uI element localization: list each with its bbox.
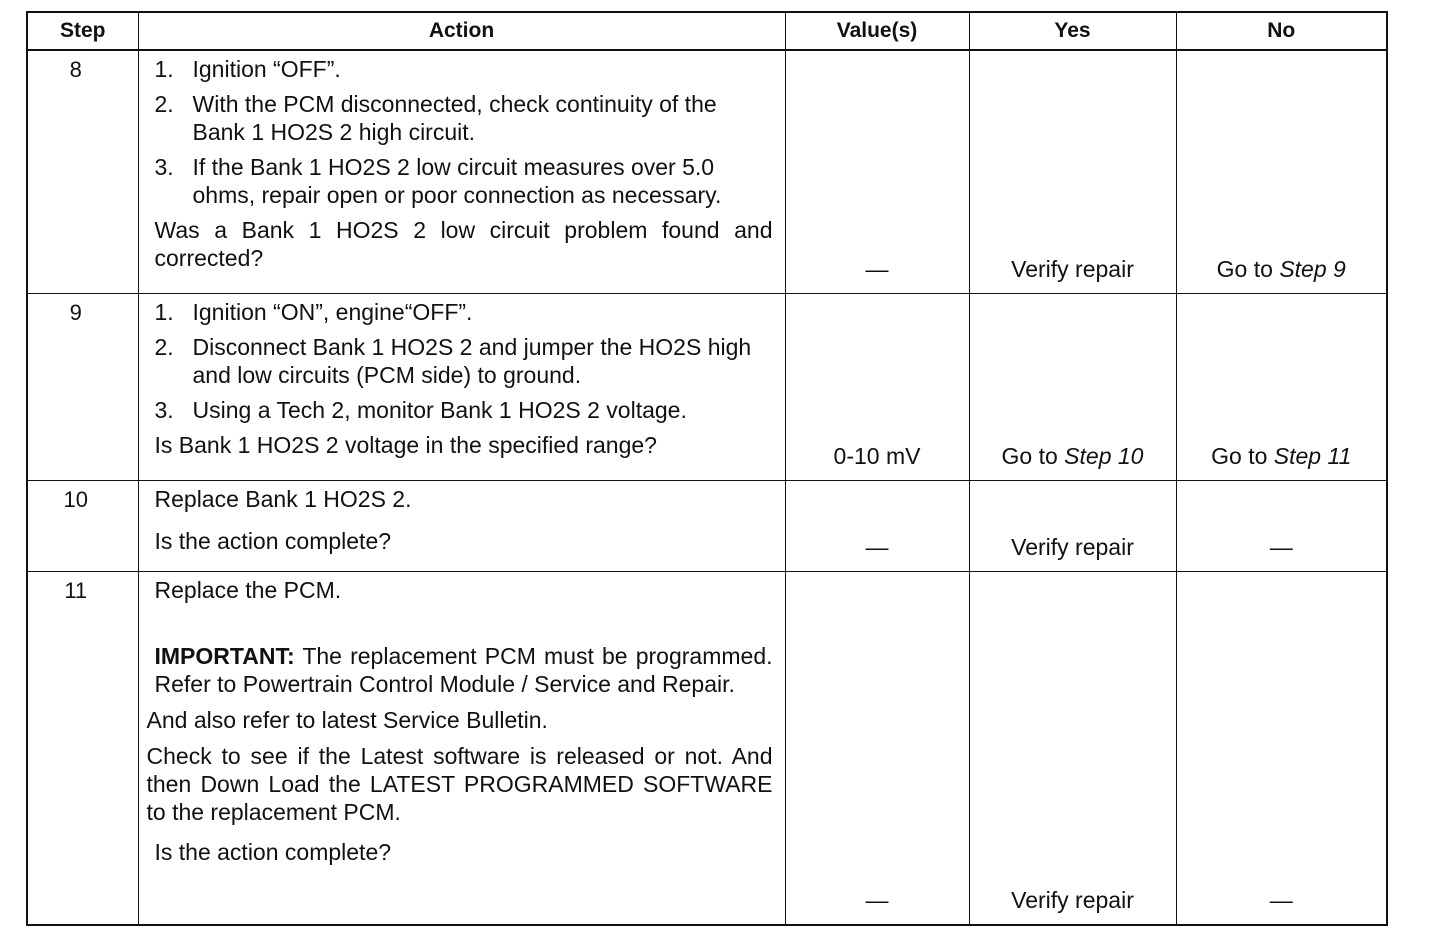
- action-question: Is Bank 1 HO2S 2 voltage in the specified range?: [154, 432, 657, 458]
- table-row: [27, 294, 1387, 481]
- no-prefix: Go to: [1216, 256, 1280, 282]
- no-cell: —: [1176, 481, 1387, 572]
- header-row: [27, 12, 1387, 50]
- important-note: [155, 642, 773, 698]
- yes-cell: Verify repair: [969, 50, 1176, 294]
- value-cell: —: [785, 572, 969, 926]
- no-prefix: Go to: [1211, 443, 1274, 469]
- software-note: Check to see if the Latest software is released or not. And then Down Load the LATEST PROGRAMMED SOFTWARE to the replacement PCM.: [146, 743, 773, 825]
- important-text: The replacement PCM must be programmed. Refer to Powertrain Control Module / Service and Repair.: [154, 643, 773, 697]
- step-number: 10: [27, 481, 138, 572]
- step-index: 1.: [154, 56, 174, 82]
- action-question: Was a Bank 1 HO2S 2 low circuit problem found and corrected?: [154, 217, 773, 271]
- table-row: [27, 572, 1387, 926]
- no-step-ref: Step 9: [1279, 256, 1346, 282]
- step-text: Ignition “ON”, engine“OFF”.: [192, 299, 473, 325]
- diagnostic-table: [26, 11, 1388, 926]
- action-step: [155, 333, 773, 389]
- yes-prefix: Go to: [1001, 443, 1065, 469]
- action-steps: [155, 55, 773, 209]
- step-index: 3.: [154, 397, 174, 423]
- table-row: [27, 481, 1387, 572]
- step-text: Ignition “OFF”.: [192, 56, 341, 82]
- table-row: [27, 50, 1387, 294]
- step-index: 2.: [154, 91, 174, 117]
- yes-cell: Verify repair: [969, 572, 1176, 926]
- action-step: [155, 396, 773, 424]
- header-no: No: [1176, 12, 1387, 50]
- action-cell: [138, 50, 785, 294]
- action-cell: [138, 481, 785, 572]
- step-text: If the Bank 1 HO2S 2 low circuit measures over 5.0 ohms, repair open or poor connection as necessary.: [192, 154, 722, 208]
- step-number: 9: [27, 294, 138, 481]
- action-step: [155, 90, 773, 146]
- action-question: Is the action complete?: [154, 839, 392, 865]
- header-yes: Yes: [969, 12, 1176, 50]
- action-steps: [155, 298, 773, 424]
- no-cell: [1176, 50, 1387, 294]
- important-label: IMPORTANT:: [154, 643, 295, 669]
- action-question: Is the action complete?: [154, 528, 392, 554]
- action-cell: [138, 572, 785, 926]
- action-step: [155, 153, 773, 209]
- step-index: 3.: [154, 154, 174, 180]
- action-text: Replace Bank 1 HO2S 2.: [154, 486, 412, 512]
- step-text: With the PCM disconnected, check continuity of the Bank 1 HO2S 2 high circuit.: [192, 91, 717, 145]
- action-text: Replace the PCM.: [154, 577, 342, 603]
- header-values: Value(s): [785, 12, 969, 50]
- step-index: 2.: [154, 334, 174, 360]
- value-cell: —: [785, 50, 969, 294]
- step-number: 11: [27, 572, 138, 926]
- action-step: [155, 55, 773, 83]
- no-step-ref: Step 11: [1273, 443, 1352, 469]
- step-text: Disconnect Bank 1 HO2S 2 and jumper the HO2S high and low circuits (PCM side) to ground.: [192, 334, 752, 388]
- step-text: Using a Tech 2, monitor Bank 1 HO2S 2 voltage.: [192, 397, 687, 423]
- no-cell: [1176, 294, 1387, 481]
- header-action: Action: [138, 12, 785, 50]
- step-index: 1.: [154, 299, 174, 325]
- no-cell: —: [1176, 572, 1387, 926]
- yes-cell: Verify repair: [969, 481, 1176, 572]
- yes-step-ref: Step 10: [1064, 443, 1144, 469]
- action-step: [155, 298, 773, 326]
- yes-cell: [969, 294, 1176, 481]
- value-cell: —: [785, 481, 969, 572]
- step-number: 8: [27, 50, 138, 294]
- value-cell: 0-10 mV: [785, 294, 969, 481]
- header-step: Step: [27, 12, 138, 50]
- action-cell: [138, 294, 785, 481]
- service-bulletin-note: And also refer to latest Service Bulletin.: [146, 707, 548, 733]
